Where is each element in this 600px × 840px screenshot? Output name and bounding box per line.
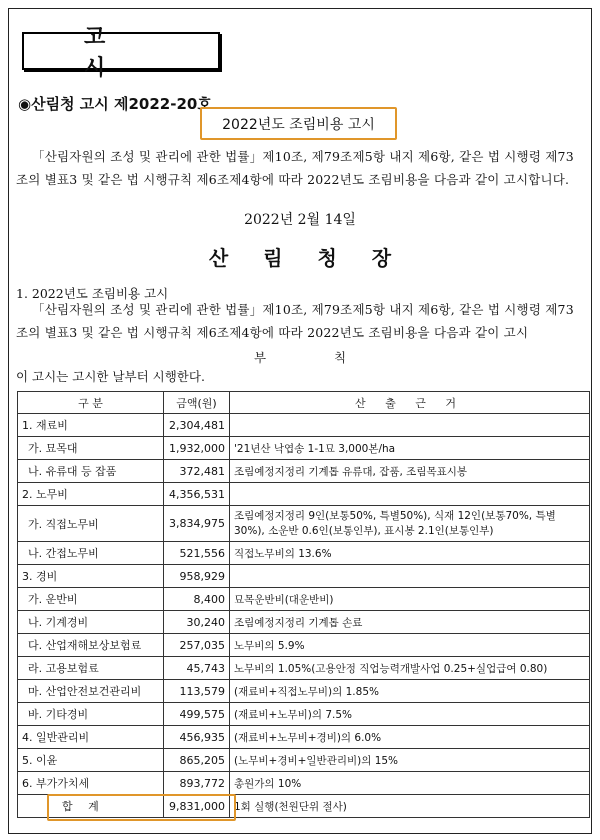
addendum-heading: 부 칙 <box>253 350 379 365</box>
row-item: 가. 운반비 <box>18 588 164 611</box>
total-row <box>18 795 590 818</box>
table-row <box>18 460 590 483</box>
row-item: 나. 기계경비 <box>18 611 164 634</box>
row-item: 가. 직접노무비 <box>18 506 164 542</box>
table-row <box>18 611 590 634</box>
row-item: 바. 기타경비 <box>18 703 164 726</box>
row-basis: (노무비+경비+일반관리비)의 15% <box>230 749 590 772</box>
table-row <box>18 634 590 657</box>
row-amount: 958,929 <box>164 565 230 588</box>
row-amount: 113,579 <box>164 680 230 703</box>
table-row <box>18 726 590 749</box>
notice-number: ◉산림청 고시 제2022-20호 <box>18 95 212 113</box>
table-row <box>18 749 590 772</box>
header-amount: 금액(원) <box>164 392 230 414</box>
table-row <box>18 506 590 542</box>
row-basis: 조림예정지정리 기계톱 손료 <box>230 611 590 634</box>
row-amount: 372,481 <box>164 460 230 483</box>
row-item: 나. 유류대 등 잡품 <box>18 460 164 483</box>
row-basis: 조림예정지정리 기계톱 유류대, 잡품, 조림목표시봉 <box>230 460 590 483</box>
table-row <box>18 483 590 506</box>
section-paragraph: 「산림자원의 조성 및 관리에 관한 법률」제10조, 제79조제5항 내지 제6항, 같은 법 시행령 제73조의 별표3 및 같은 법 시행규칙 제6조제4항에 따라 2022년도 조림비용을 다음과 같이 고시 <box>16 302 574 340</box>
table-row <box>18 588 590 611</box>
row-basis: 노무비의 5.9% <box>230 634 590 657</box>
row-item: 2. 노무비 <box>18 483 164 506</box>
row-amount: 257,035 <box>164 634 230 657</box>
row-basis: 직접노무비의 13.6% <box>230 542 590 565</box>
header-category: 구 분 <box>18 392 164 414</box>
row-item: 라. 고용보험료 <box>18 657 164 680</box>
cost-table <box>17 391 590 818</box>
row-basis: (재료비+노무비)의 7.5% <box>230 703 590 726</box>
row-basis: 총원가의 10% <box>230 772 590 795</box>
row-item: 5. 이윤 <box>18 749 164 772</box>
row-amount: 521,556 <box>164 542 230 565</box>
total-amount: 9,831,000 <box>164 795 230 818</box>
row-basis: 노무비의 1.05%(고용안정 직업능력개발사업 0.25+실업급여 0.80) <box>230 657 590 680</box>
row-basis: '21년산 낙엽송 1-1묘 3,000본/ha <box>230 437 590 460</box>
row-amount: 45,743 <box>164 657 230 680</box>
row-basis <box>230 483 590 506</box>
table-row <box>18 414 590 437</box>
row-amount: 30,240 <box>164 611 230 634</box>
row-amount: 4,356,531 <box>164 483 230 506</box>
row-item: 1. 재료비 <box>18 414 164 437</box>
table-row <box>18 703 590 726</box>
row-amount: 456,935 <box>164 726 230 749</box>
table-header-row <box>18 392 590 414</box>
row-item: 마. 산업안전보건관리비 <box>18 680 164 703</box>
row-amount: 1,932,000 <box>164 437 230 460</box>
row-basis <box>230 565 590 588</box>
row-amount: 893,772 <box>164 772 230 795</box>
header-basis: 산 출 근 거 <box>230 392 590 414</box>
row-amount: 499,575 <box>164 703 230 726</box>
table-row <box>18 772 590 795</box>
row-item: 4. 일반관리비 <box>18 726 164 749</box>
row-amount: 865,205 <box>164 749 230 772</box>
total-label: 합 계 <box>18 795 164 818</box>
row-item: 3. 경비 <box>18 565 164 588</box>
row-basis: 조림예정지정리 9인(보통50%, 특별50%), 식재 12인(보통70%, 특별30%), 소운반 0.6인(보통인부), 표시봉 2.1인(보통인부) <box>230 506 590 542</box>
notice-heading: 고 시 <box>22 32 220 70</box>
table-row <box>18 657 590 680</box>
notice-date: 2022년 2월 14일 <box>244 212 356 228</box>
row-basis: (재료비+직접노무비)의 1.85% <box>230 680 590 703</box>
section-title: 1. 2022년도 조림비용 고시 <box>16 286 169 301</box>
row-item: 나. 간접노무비 <box>18 542 164 565</box>
table-row <box>18 680 590 703</box>
row-amount: 8,400 <box>164 588 230 611</box>
table-row <box>18 565 590 588</box>
row-item: 6. 부가가치세 <box>18 772 164 795</box>
table-row <box>18 542 590 565</box>
row-amount: 2,304,481 <box>164 414 230 437</box>
effective-clause: 이 고시는 고시한 날부터 시행한다. <box>16 369 205 384</box>
row-basis: 묘목운반비(대운반비) <box>230 588 590 611</box>
total-basis: 1회 실행(천원단위 절사) <box>230 795 590 818</box>
intro-paragraph: 「산림자원의 조성 및 관리에 관한 법률」제10조, 제79조제5항 내지 제6항, 같은 법 시행령 제73조의 별표3 및 같은 법 시행규칙 제6조제4항에 따라 2022년도 조림비용을 다음과 같이 고시합니다. <box>16 149 574 187</box>
row-item: 가. 묘목대 <box>18 437 164 460</box>
row-basis: (재료비+노무비+경비)의 6.0% <box>230 726 590 749</box>
table-row <box>18 437 590 460</box>
notice-headline: 2022년도 조림비용 고시 <box>200 107 397 140</box>
row-basis <box>230 414 590 437</box>
row-item: 다. 산업재해보상보험료 <box>18 634 164 657</box>
row-amount: 3,834,975 <box>164 506 230 542</box>
issuing-authority: 산 림 청 장 <box>208 246 406 270</box>
